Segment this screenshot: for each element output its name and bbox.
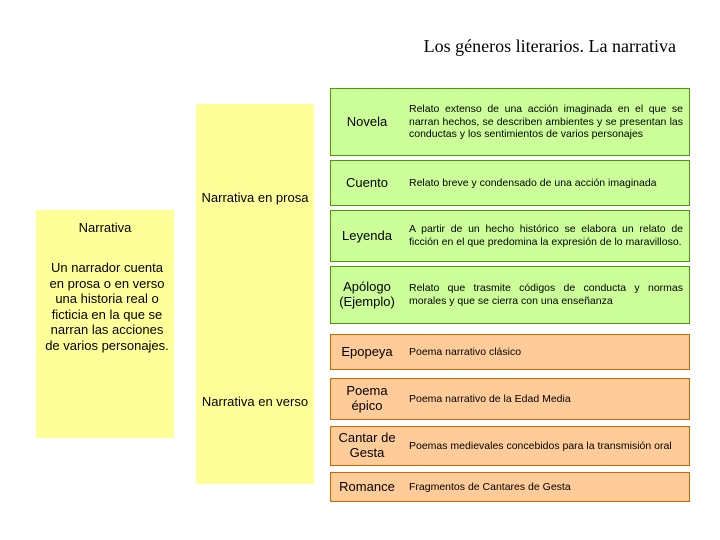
genre-name: Cantar de Gesta: [338, 430, 396, 460]
genre-row-poema-epico: [330, 378, 690, 420]
genre-row-novela: [330, 88, 690, 156]
genre-description: Poemas medievales concebidos para la transmisión oral: [409, 439, 672, 452]
genre-description: Relato extenso de una acción imaginada en el que se narran hechos, se describen ambientes y se presentan las conductas y los sentimientos de varios personajes: [409, 103, 683, 141]
genre-name: Leyenda: [342, 227, 392, 243]
genre-description: A partir de un hecho histórico se elabora un relato de ficción en el que predomina la expresión de lo maravilloso.: [409, 223, 683, 248]
genre-description: Fragmentos de Cantares de Gesta: [409, 480, 571, 493]
genre-name: Romance: [339, 478, 395, 494]
genre-name: Cuento: [346, 174, 388, 190]
genre-row-apologo: [330, 266, 690, 324]
genre-row-leyenda: [330, 210, 690, 262]
page-title: Los géneros literarios. La narrativa: [423, 36, 676, 56]
genre-name: Apólogo (Ejemplo): [339, 279, 395, 309]
genre-description: Relato breve y condensado de una acción imaginada: [409, 176, 657, 189]
genre-name: Poema épico: [346, 383, 388, 413]
genre-row-cuento: [330, 160, 690, 206]
narrativa-verso-label: Narrativa en verso: [201, 394, 309, 409]
narrativa-box: [36, 210, 174, 438]
genre-description: Relato que trasmite códigos de conducta y normas morales y que se cierra con una enseñanza: [409, 282, 683, 307]
genre-row-cantar-de-gesta: [330, 426, 690, 466]
narrativa-prosa-label: Narrativa en prosa: [201, 190, 309, 205]
narrativa-heading: Narrativa: [78, 220, 132, 235]
narrativa-description: Un narrador cuenta en prosa o en verso una historia real o ficticia en la que se narran las acciones de varios personajes.: [45, 260, 169, 353]
genre-row-epopeya: [330, 334, 690, 370]
genre-description: Poema narrativo de la Edad Media: [409, 392, 571, 405]
genre-name: Epopeya: [341, 343, 393, 359]
genres-column: [196, 104, 314, 484]
genre-name: Novela: [346, 113, 388, 129]
genre-description: Poema narrativo clásico: [409, 345, 522, 358]
genre-row-romance: [330, 472, 690, 502]
